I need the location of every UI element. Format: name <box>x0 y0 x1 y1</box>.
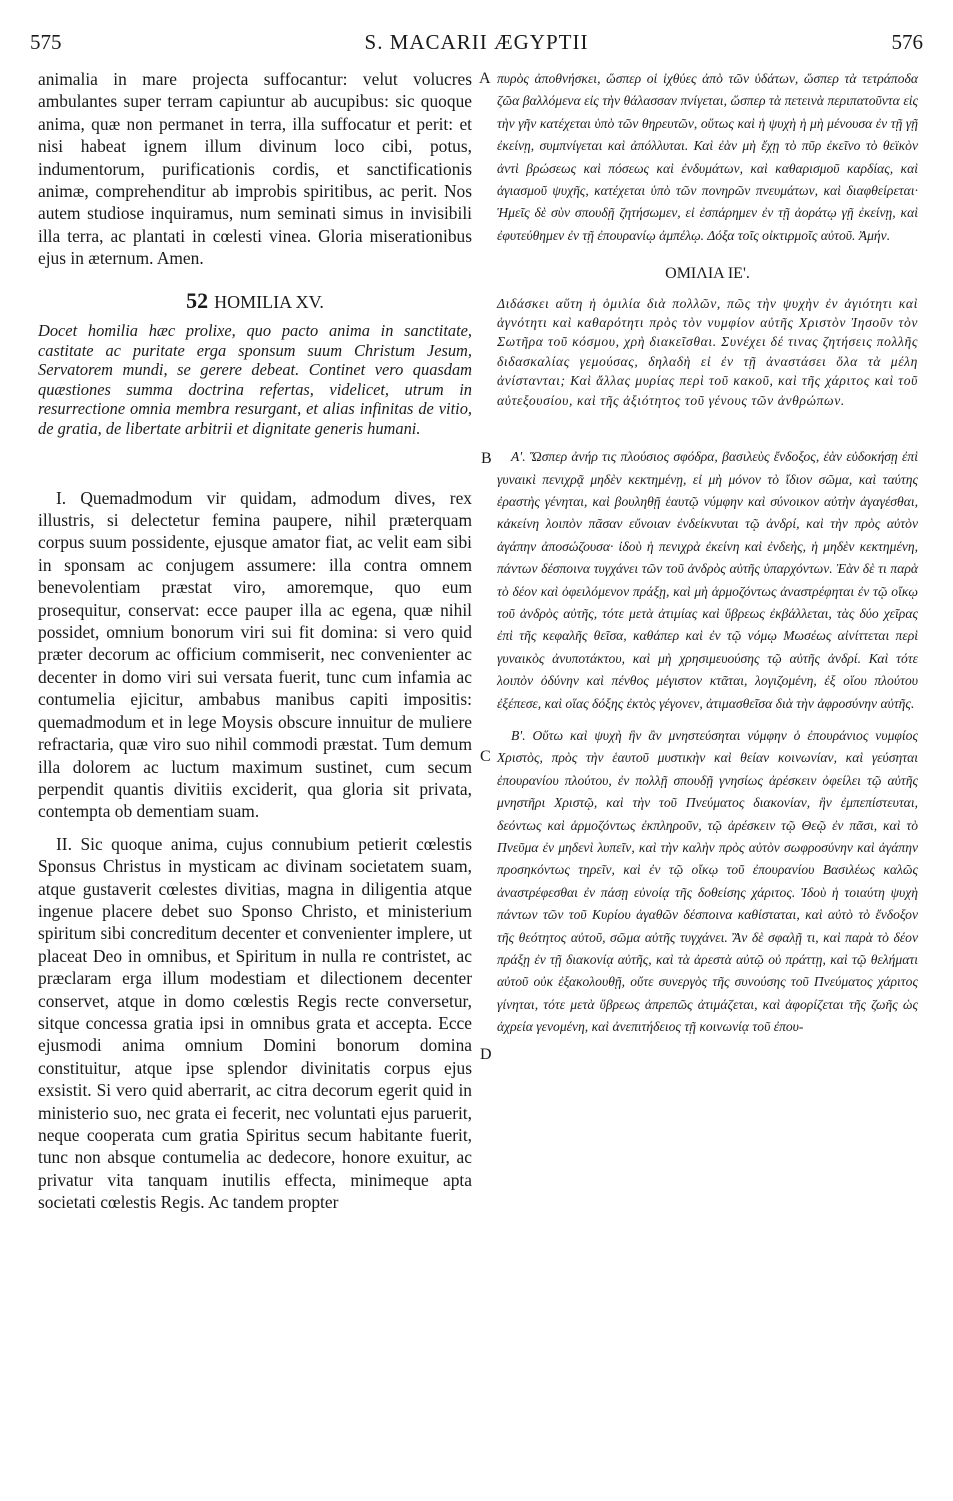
greek-column <box>497 68 918 1039</box>
running-title: S. MACARII ÆGYPTII <box>364 30 589 54</box>
latin-paragraph-1: I. Quemadmodum vir quidam, admodum dives, rex illustris, si delectetur femina paupere, nihil præterquam corpus suum possidente, ejusque amator fiat, ac velit eam sibi in sponsam ac conjugem assumere: illa contra omnem benevolentiam præstat viro, amoremque, quo eum prosequitur, conservat: ecce pauper illa ac egena, quæ nihil possidet, omnium bonorum viri sui fit domina: si vero quid præter decorum ac officium commiserit, nec convenienter ac decenter in domo viri sui versata fuerit, tunc cum infamia ac contumelia ejicitur, ambabus manibus capiti impositis: quemadmodum et in lege Moysis obscure innuitur de muliere refractaria, quæ viro suo nihil commodi præstat. Tum demum illa dolorem ac luctum maximum sustinet, cum secum perpendit quantis divitiis exciderit, qua gloria sit privata, contempta ob dementiam suam. <box>38 487 472 822</box>
column-number: 52 <box>186 287 209 313</box>
margin-letter-d: D <box>480 1046 492 1063</box>
page-number-left: 575 <box>30 30 62 54</box>
latin-homily-heading <box>38 287 472 313</box>
latin-argument: Docet homilia hæc prolixe, quo pacto anima in sanctitate, castitate ac puritate erga sponsum suum Christum Jesum, Servatorem mundi, se gerere debeat. Continet vero quasdam quæstiones summa doctrina refertas, videlicet, utrum in resurrectione omnia membra resurgant, et alias infinitas de vitio, de gratia, de libertate arbitrii et dignitate generis humani. <box>38 321 472 439</box>
greek-argument: Διδάσκει αὕτη ἡ ὁμιλία διὰ πολλῶν, πῶς τὴν ψυχὴν ἐν ἁγιότητι καὶ ἁγνότητι καὶ καθαρότητι πρὸς τὸν νυμφίον αὐτῆς Χριστὸν Ἰησοῦν τὸν Σωτῆρα τοῦ κόσμου, χρὴ διακεῖσθαι. Συνέχει δέ τινας ζητήσεις πολλῆς διδασκαλίας γεμούσας, δηλαδὴ εἰ ἐν τῇ ἀναστάσει ὅλα τὰ μέλη ἀνίστανται; Καὶ ἄλλας μυρίας περὶ τοῦ κακοῦ, καὶ τῆς χάριτος καὶ τοῦ αὐτεξουσίου, καὶ τῆς ἀξιότητος τοῦ γένους τῶν ἀνθρώπων. <box>497 295 918 408</box>
margin-letter-c: C <box>480 748 491 765</box>
greek-paragraph-2: Β'. Οὕτω καὶ ψυχὴ ἣν ἂν μνηστεύσηται νύμφην ὁ ἐπουράνιος νυμφίος Χριστὸς, πρὸς τὴν ἑαυτοῦ μυστικὴν καὶ θείαν κοινωνίαν, καὶ γεύσηται ἐπουρανίου πλούτου, ἐν πολλῇ σπουδῇ γνησίως ἀρέσκειν ὀφείλει τῷ αὐτῆς μνηστῆρι Χριστῷ, καὶ τὴν τοῦ Πνεύματος διακονίαν, ἣν ἐμπεπίστευται, δεόντως καὶ ἁρμοζόντως ἐκπληροῦν, τῷ ἀρέσκειν τῷ Θεῷ ἐν πᾶσι, καὶ τὸ Πνεῦμα ἐν μηδενὶ λυπεῖν, καὶ τὴν καλὴν πρὸς αὐτὸν σωφροσύνην καὶ ἀγάπην προσηκόντως τηρεῖν, καὶ ἐν τῷ οἴκῳ τοῦ ἐπουρανίου Βασιλέως καλῶς ἀναστρέφεσθαι ἐν πάσῃ εὐνοίᾳ τῆς δοθείσης χάριτος. Ἰδοὺ ἡ τοιαύτη ψυχὴ πάντων τῶν τοῦ Κυρίου ἀγαθῶν δέσποινα καθίσταται, καὶ αὐτὸ τὸ ἔνδοξον τῆς θεότητος αὐτοῦ, σῶμα αὐτῆς τυγχάνει. Ἂν δὲ σφαλῇ τι, καὶ παρὰ τὸ δέον πράξῃ ἐν τῇ διακονίᾳ αὐτῆς, καὶ τὰ ἀρεστὰ αὐτῷ οὐ πράττῃ, καὶ τῷ θελήματι αὐτοῦ οὐκ ἐξακολουθῇ, οὔτε συνεργὸς τῆς συνούσης τοῦ Πνεύματος χάριτος γίνηται, τότε μετὰ ὕβρεως ἀπρεπῶς ἀτιμάζεται, καὶ ἀφορίζεται τῆς ζωῆς ὡς ἀχρεία γενομένη, καὶ ἀνεπιτήδειος τῇ κοινωνίᾳ τοῦ ἐπου- <box>497 727 918 1035</box>
latin-paragraph-2: II. Sic quoque anima, cujus connubium petierit cœlestis Sponsus Christus in mysticam ac divinam societatem suam, atque gustaverit cœlestes divitias, magna in diligentia atque ingenue placere debet suo Sponso Christo, et ministerium spiritum sibi concreditum decenter et convenienter implere, ut placeat Deo in omnibus, et Spiritum in nulla re contristet, ac præclaram erga illum modestiam et dilectionem decenter conservet, atque in domo cœlestis Regis recte conversetur, sitque concessa gratia ipsi in omnibus grata et accepta. Ecce ejusmodi anima omnium Domini bonorum domina constituitur, atque ipse splendor divinitatis corpus ejus exsistit. Si vero quid aberrarit, ac citra decorum egerit quid in ministerio suo, nec grata ei fecerit, nec voluntati ejus paruerit, neque cooperata cum gratia Spiritus secum habitante fuerit, tunc non absque contumelia ac dedecore, honore exuitur, ac privatur vita tanquam inutilis effecta, minimeque apta societati cœlestis Regis. Ac tandem propter <box>38 833 472 1213</box>
greek-paragraph-1: Α'. Ὥσπερ ἀνήρ τις πλούσιος σφόδρα, βασιλεὺς ἔνδοξος, ἐὰν εὐδοκήσῃ ἐπὶ γυναικὶ πενιχρᾷ μηδὲν κεκτημένῃ, εἰ μὴ μόνον τὸ ἴδιον σῶμα, καὶ ταύτης ἐραστὴς γένηται, καὶ βουληθῇ ἑαυτῷ νύμφην καὶ σύνοικον αὐτὴν ἀγαγέσθαι, κἀκείνη λοιπὸν πᾶσαν εὔνοιαν ἐνδείκνυται τῷ ἀνδρί, καὶ τὴν πρὸς αὐτὸν ἀγάπην ἀποσώζουσα· ἰδοὺ ἡ πενιχρὰ ἐκείνη καὶ ἐνδεὴς, ἡ μηδὲν κεκτημένη, πάντων δέσποινα τυγχάνει τῶν τοῦ ἀνδρὸς αὐτῆς ὑπαρχόντων. Ἐὰν δὲ τι παρὰ τὸ δέον καὶ ὀφειλόμενον πράξῃ, καὶ μὴ ἁρμοζόντως ἀναστρέφηται ἐν τῷ οἴκῳ τοῦ ἀνδρὸς αὐτῆς, τότε μετὰ ἀτιμίας καὶ ὕβρεως ἐκβάλλεται, τὰς δύο χεῖρας ἐπὶ τῆς κεφαλῆς θεῖσα, καθάπερ καὶ ἐν τῷ νόμῳ Μωσέως αἰνίττεται περὶ γυναικὸς ἀνυποτάκτου, καὶ μὴ χρησιμευούσης τῷ αὐτῆς ἀνδρί. Καὶ τότε λοιπὸν ὀδύνην καὶ πένθος μέγιστον κτᾶται, λογιζομένη, ἐξ οἵου πλούτου ἐξέπεσε, καὶ οἵας δόξης ἐκτὸς γέγονεν, ἀτιμασθεῖσα διὰ τὴν ἀφροσύνην αὐτῆς. <box>497 449 918 711</box>
greek-intro: πυρὸς ἀποθνήσκει, ὥσπερ οἱ ἰχθύες ἀπὸ τῶν ὑδάτων, ὥσπερ τὰ τετράποδα ζῶα βαλλόμενα εἰς τὴν θάλασσαν πνίγεται, ὥσπερ τὰ πετεινὰ περιπατοῦντα εἰς τὴν γῆν κατέχεται ὑπὸ τῶν θηρευτῶν, οὕτως καὶ ἡ ψυχὴ ἡ μὴ μένουσα ἐν τῇ γῇ ἐκείνῃ, συμπνίγεται καὶ ἀπόλλυται. Καὶ ἐὰν μὴ ἔχῃ τὸ πῦρ ἐκεῖνο τὸ θεϊκὸν ἀντὶ βρώσεως καὶ πόσεως καὶ ἐνδυμάτων, καὶ καθαρισμοῦ καρδίας, καὶ ἁγιασμοῦ ψυχῆς, κατέχεται ὑπὸ τῶν πονηρῶν πνευμάτων, καὶ διαφθείρεται· Ἡμεῖς δὲ σὺν σπουδῇ ζητήσωμεν, εἰ ἐσπάρημεν ἐν τῇ ἀοράτῳ γῇ ἐκείνῃ, καὶ ἐφυτεύθημεν ἐν τῇ ἐπουρανίῳ ἀμπέλῳ. Δόξα τοῖς οἰκτιρμοῖς αὐτοῦ. Ἀμήν. <box>497 71 918 243</box>
margin-letter-b: B <box>481 450 492 467</box>
margin-letter-a: A <box>479 70 491 87</box>
greek-homily-title: ΟΜΙΛΙΑ ΙΕ'. <box>665 265 750 283</box>
page-header <box>30 30 923 60</box>
latin-homily-title: HOMILIA XV. <box>214 291 324 312</box>
latin-intro: animalia in mare projecta suffocantur: velut volucres ambulantes super terram capiuntur ab aucupibus: sic quoque anima, quæ non permanet in terra, illa suffocatur et perit: et nisi habeat ignem illum divinum loco cibi, potus, indumentorum, purificationis cordis, et sanctificationis animæ, comprehenditur ab improbis spiritibus, ac perit. Nos autem studiose inquiramus, num seminati simus in invisibili illa terra, ac plantati in cœlesti vinea. Gloria miserationibus ejus in æternum. Amen. <box>38 69 472 269</box>
latin-column <box>38 68 472 1214</box>
page-number-right: 576 <box>891 30 923 54</box>
